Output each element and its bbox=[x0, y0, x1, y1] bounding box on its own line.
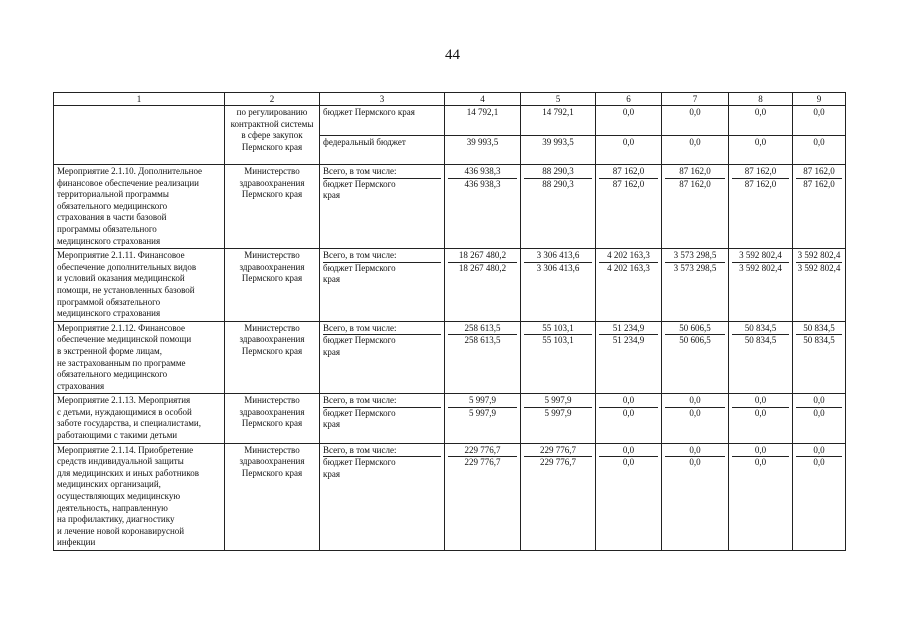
value-cell bbox=[445, 249, 521, 322]
executor-cell bbox=[225, 165, 320, 249]
budget-value: 0,0 bbox=[622, 457, 635, 468]
value-cell: 0,0 bbox=[793, 106, 846, 136]
budget-value: 87 162,0 bbox=[803, 178, 835, 189]
executor-cell bbox=[225, 443, 320, 550]
activity-row bbox=[54, 394, 846, 443]
budget-label: бюджет Пермского bbox=[323, 178, 396, 189]
activity-name-line: и условий оказания медицинской bbox=[57, 273, 185, 284]
executor-line: Министерство bbox=[244, 322, 300, 333]
column-number: 7 bbox=[662, 93, 729, 106]
budget-value: 0,0 bbox=[754, 407, 767, 418]
total-value: 55 103,1 bbox=[524, 323, 592, 336]
value-cell bbox=[662, 443, 729, 550]
budget-value: 229 776,7 bbox=[540, 457, 576, 468]
activity-name-line: медицинского страхования bbox=[57, 235, 161, 246]
activity-name-line: страхования bbox=[57, 380, 105, 391]
value-cell bbox=[521, 249, 596, 322]
budget-value: 258 613,5 bbox=[464, 335, 501, 346]
budget-value: 0,0 bbox=[813, 407, 825, 418]
total-value: 87 162,0 bbox=[665, 166, 725, 179]
value-cell: 0,0 bbox=[793, 135, 846, 165]
executor-line: Министерство bbox=[244, 395, 300, 406]
value-cell bbox=[596, 165, 662, 249]
executor-cell: по регулированию контрактной системы в сфере закупок Пермского края bbox=[225, 106, 320, 165]
executor-line: Пермского края bbox=[241, 345, 303, 356]
column-number-row bbox=[54, 93, 846, 106]
value-cell bbox=[662, 394, 729, 443]
value-cell: 14 792,1 bbox=[445, 106, 521, 136]
activity-name-cell bbox=[54, 106, 225, 165]
total-value: 0,0 bbox=[599, 395, 658, 408]
funding-source-cell bbox=[320, 394, 445, 443]
budget-value: 88 290,3 bbox=[542, 178, 574, 189]
value-cell bbox=[662, 321, 729, 394]
executor-cell bbox=[225, 394, 320, 443]
budget-label: бюджет Пермского bbox=[323, 407, 396, 418]
executor-line: Министерство bbox=[244, 250, 300, 261]
budget-label: края bbox=[323, 419, 341, 430]
value-cell bbox=[596, 249, 662, 322]
budget-label: края bbox=[323, 346, 341, 357]
activity-name-line: средств индивидуальной защиты bbox=[57, 456, 184, 467]
budget-value: 3 592 802,4 bbox=[797, 262, 841, 273]
activity-name-line: обеспечение дополнительных видов bbox=[57, 261, 197, 272]
executor-line: Пермского края bbox=[241, 273, 303, 284]
budget-value: 0,0 bbox=[754, 457, 767, 468]
activity-name-line: заботе государства, и специалистами, bbox=[57, 418, 201, 429]
budget-value: 4 202 163,3 bbox=[607, 262, 650, 273]
executor-line: здравоохранения bbox=[239, 261, 305, 272]
activity-name-line: финансовое обеспечение реализации bbox=[57, 177, 199, 188]
budget-value: 50 606,5 bbox=[679, 335, 711, 346]
activity-name-line: на профилактику, диагностику bbox=[57, 514, 175, 525]
total-value: 5 997,9 bbox=[524, 395, 592, 408]
value-cell: 14 792,1 bbox=[521, 106, 596, 136]
value-cell bbox=[445, 165, 521, 249]
activity-row bbox=[54, 321, 846, 394]
total-value: 229 776,7 bbox=[524, 445, 592, 458]
total-value: 50 834,5 bbox=[732, 323, 789, 336]
value-cell bbox=[793, 394, 846, 443]
activity-name-line: с детьми, нуждающимися в особой bbox=[57, 406, 192, 417]
total-value: 0,0 bbox=[665, 445, 725, 458]
value-cell bbox=[445, 394, 521, 443]
value-cell: 0,0 bbox=[729, 135, 793, 165]
budget-table bbox=[53, 92, 846, 551]
total-value: 88 290,3 bbox=[524, 166, 592, 179]
value-cell bbox=[662, 249, 729, 322]
continuation-row-budget bbox=[54, 106, 846, 136]
budget-value: 3 306 413,6 bbox=[536, 262, 580, 273]
budget-value: 87 162,0 bbox=[744, 178, 777, 189]
activity-name-line: обеспечение медицинской помощи bbox=[57, 334, 192, 345]
activity-name-line: программой обязательного bbox=[57, 296, 161, 307]
funding-source-cell bbox=[320, 165, 445, 249]
executor-line: Министерство bbox=[244, 444, 300, 455]
activity-name-line: программы обязательного bbox=[57, 223, 157, 234]
activity-name-line: страхования в части базовой bbox=[57, 212, 167, 223]
total-label: Всего, в том числе: bbox=[323, 323, 441, 336]
activity-name-line: работающими с такими детьми bbox=[57, 430, 178, 441]
budget-label: края bbox=[323, 190, 341, 201]
activity-name-line: не застрахованным по программе bbox=[57, 357, 186, 368]
value-cell bbox=[793, 443, 846, 550]
value-cell bbox=[596, 443, 662, 550]
column-number: 3 bbox=[320, 93, 445, 106]
executor-line: Пермского края bbox=[241, 189, 303, 200]
total-value: 0,0 bbox=[599, 445, 658, 458]
total-label: Всего, в том числе: bbox=[323, 445, 441, 458]
activity-name-line: Мероприятие 2.1.11. Финансовое bbox=[57, 250, 185, 261]
budget-label: края bbox=[323, 468, 341, 479]
total-value: 87 162,0 bbox=[599, 166, 658, 179]
funding-source-cell: федеральный бюджет bbox=[320, 135, 445, 165]
value-cell bbox=[729, 321, 793, 394]
executor-cell bbox=[225, 249, 320, 322]
budget-label: бюджет Пермского bbox=[323, 335, 396, 346]
total-value: 87 162,0 bbox=[796, 166, 842, 179]
budget-value: 50 834,5 bbox=[744, 335, 777, 346]
value-cell bbox=[729, 165, 793, 249]
total-value: 436 938,3 bbox=[448, 166, 517, 179]
value-cell bbox=[729, 443, 793, 550]
activity-name-line: Мероприятие 2.1.13. Мероприятия bbox=[57, 395, 191, 406]
executor-line: здравоохранения bbox=[239, 334, 305, 345]
activity-name-line: и лечение новой коронавирусной bbox=[57, 525, 185, 536]
total-value: 258 613,5 bbox=[448, 323, 517, 336]
total-value: 0,0 bbox=[732, 395, 789, 408]
executor-line: здравоохранения bbox=[239, 456, 305, 467]
total-value: 3 592 802,4 bbox=[796, 250, 842, 263]
value-cell: 0,0 bbox=[596, 135, 662, 165]
total-label: Всего, в том числе: bbox=[323, 166, 441, 179]
activity-name-line: деятельность, направленную bbox=[57, 502, 168, 513]
activity-name-line: помощи, не установленных базовой bbox=[57, 284, 195, 295]
executor-line: здравоохранения bbox=[239, 406, 305, 417]
activity-name-line: обязательного медицинского bbox=[57, 369, 168, 380]
column-number: 9 bbox=[793, 93, 846, 106]
column-number: 1 bbox=[54, 93, 225, 106]
total-value: 0,0 bbox=[796, 445, 842, 458]
activity-name-cell bbox=[54, 394, 225, 443]
value-cell bbox=[521, 321, 596, 394]
executor-line: Министерство bbox=[244, 166, 300, 176]
value-cell bbox=[521, 443, 596, 550]
budget-value: 0,0 bbox=[813, 457, 825, 468]
value-cell bbox=[793, 165, 846, 249]
activity-name-line: Мероприятие 2.1.10. Дополнительное bbox=[57, 166, 203, 176]
activity-name-line: Мероприятие 2.1.12. Финансовое bbox=[57, 322, 185, 333]
budget-value: 3 592 802,4 bbox=[739, 262, 782, 273]
column-number: 4 bbox=[445, 93, 521, 106]
total-value: 50 606,5 bbox=[665, 323, 725, 336]
value-cell bbox=[662, 165, 729, 249]
activity-row bbox=[54, 165, 846, 249]
activity-name-line: инфекции bbox=[57, 537, 96, 548]
executor-line: Пермского края bbox=[241, 467, 303, 478]
value-cell: 0,0 bbox=[596, 106, 662, 136]
value-cell bbox=[445, 443, 521, 550]
activity-name-line: медицинских организаций, bbox=[57, 479, 161, 490]
value-cell bbox=[596, 321, 662, 394]
value-cell bbox=[793, 249, 846, 322]
executor-line: здравоохранения bbox=[239, 177, 305, 188]
column-number: 8 bbox=[729, 93, 793, 106]
budget-value: 0,0 bbox=[689, 407, 701, 418]
total-value: 87 162,0 bbox=[732, 166, 789, 179]
activity-name-cell bbox=[54, 443, 225, 550]
value-cell bbox=[521, 165, 596, 249]
column-number: 6 bbox=[596, 93, 662, 106]
executor-line: Пермского края bbox=[241, 418, 303, 429]
total-value: 0,0 bbox=[732, 445, 789, 458]
total-value: 229 776,7 bbox=[448, 445, 517, 458]
budget-value: 5 997,9 bbox=[469, 407, 496, 418]
budget-label: бюджет Пермского bbox=[323, 457, 396, 468]
budget-value: 0,0 bbox=[622, 407, 635, 418]
activity-name-line: осуществляющих медицинскую bbox=[57, 491, 181, 502]
budget-value: 51 234,9 bbox=[612, 335, 645, 346]
value-cell: 0,0 bbox=[662, 106, 729, 136]
page-number: 44 bbox=[445, 47, 460, 63]
total-label: Всего, в том числе: bbox=[323, 395, 441, 408]
activity-name-line: для медицинских и иных работников bbox=[57, 467, 199, 478]
budget-value: 229 776,7 bbox=[464, 457, 501, 468]
activity-name-line: территориальной программы bbox=[57, 189, 169, 200]
funding-source-cell bbox=[320, 249, 445, 322]
funding-source-cell: бюджет Пермского края bbox=[320, 106, 445, 136]
budget-value: 55 103,1 bbox=[542, 335, 574, 346]
activity-name-line: обязательного медицинского bbox=[57, 200, 168, 211]
total-value: 5 997,9 bbox=[448, 395, 517, 408]
budget-value: 3 573 298,5 bbox=[673, 262, 717, 273]
total-value: 4 202 163,3 bbox=[599, 250, 658, 263]
total-value: 3 573 298,5 bbox=[665, 250, 725, 263]
budget-value: 436 938,3 bbox=[464, 178, 501, 189]
total-value: 3 592 802,4 bbox=[732, 250, 789, 263]
budget-value: 0,0 bbox=[689, 457, 701, 468]
budget-value: 5 997,9 bbox=[544, 407, 572, 418]
total-value: 50 834,5 bbox=[796, 323, 842, 336]
value-cell bbox=[729, 394, 793, 443]
funding-source-cell bbox=[320, 321, 445, 394]
value-cell bbox=[445, 321, 521, 394]
budget-value: 18 267 480,2 bbox=[458, 262, 507, 273]
activity-name-cell bbox=[54, 321, 225, 394]
budget-value: 87 162,0 bbox=[679, 178, 711, 189]
activity-name-cell bbox=[54, 249, 225, 322]
executor-cell bbox=[225, 321, 320, 394]
total-value: 51 234,9 bbox=[599, 323, 658, 336]
funding-source-cell bbox=[320, 443, 445, 550]
activity-name-line: Мероприятие 2.1.14. Приобретение bbox=[57, 444, 194, 455]
activity-name-line: в экстренной форме лицам, bbox=[57, 345, 162, 356]
value-cell bbox=[729, 249, 793, 322]
budget-label: бюджет Пермского bbox=[323, 262, 396, 273]
total-value: 18 267 480,2 bbox=[448, 250, 517, 263]
activity-row bbox=[54, 249, 846, 322]
budget-value: 50 834,5 bbox=[803, 335, 835, 346]
column-number: 5 bbox=[521, 93, 596, 106]
activity-name-line: медицинского страхования bbox=[57, 308, 161, 319]
activity-row bbox=[54, 443, 846, 550]
activity-name-cell bbox=[54, 165, 225, 249]
value-cell bbox=[596, 394, 662, 443]
value-cell: 39 993,5 bbox=[445, 135, 521, 165]
value-cell: 0,0 bbox=[729, 106, 793, 136]
total-value: 3 306 413,6 bbox=[524, 250, 592, 263]
budget-value: 87 162,0 bbox=[612, 178, 645, 189]
value-cell: 39 993,5 bbox=[521, 135, 596, 165]
column-number: 2 bbox=[225, 93, 320, 106]
value-cell bbox=[521, 394, 596, 443]
value-cell: 0,0 bbox=[662, 135, 729, 165]
total-label: Всего, в том числе: bbox=[323, 250, 441, 263]
budget-label: края bbox=[323, 274, 341, 285]
total-value: 0,0 bbox=[665, 395, 725, 408]
total-value: 0,0 bbox=[796, 395, 842, 408]
value-cell bbox=[793, 321, 846, 394]
